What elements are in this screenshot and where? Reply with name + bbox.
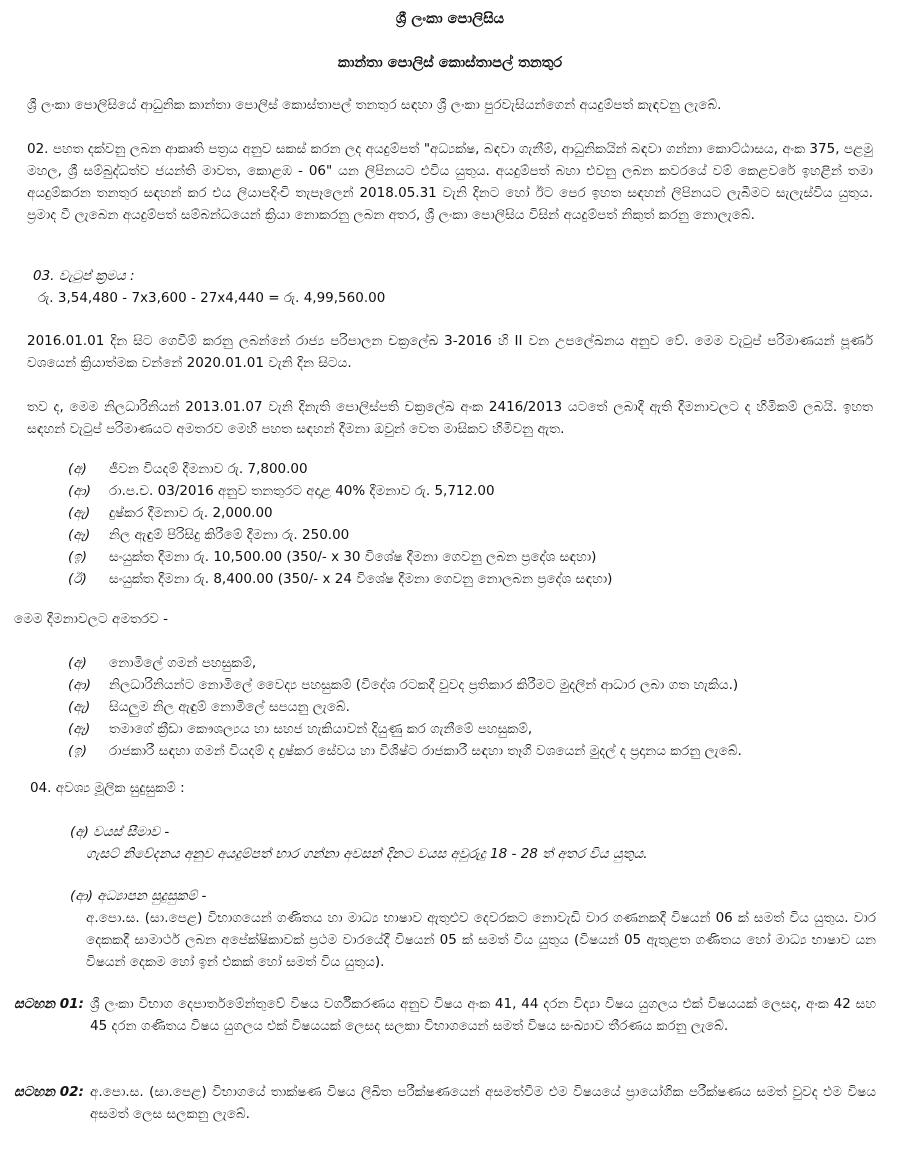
list-marker: (ඉ) [68, 549, 87, 565]
list-marker: (ඇ) [68, 505, 91, 521]
salary-paragraph-2: තව ද, මෙම නිලධාරිනියන් 2013.01.07 වැනි දිනැති පොලිස්පති චක්‍රලේඛ අංක 2416/2013 යටතේ ලබාදී ඇති දීමනාවලට ද හිමිකම් ලබයි. ඉහත සඳහන් වැටුප් පරිමාණයට අමතරව මෙහි පහත සඳහන් දීමනා ඔවුන් වෙත මාසිකව හිමිවනු ඇත. [27, 399, 873, 437]
list-item [60, 458, 612, 480]
note-label: සටහන 01: [14, 996, 84, 1012]
list-item [60, 674, 742, 696]
list-item-text: නිලධාරිනියන්ට නොමිලේ වෛද්‍ය පහසුකම් (විදේශ රටකදී වුවද ප්‍රතිකාර කිරීමට මුදලින් ආධාර ලබා ගත හැකිය.) [109, 677, 739, 693]
list-marker: (ඊ) [68, 571, 87, 587]
list-marker: (ඈ) [68, 527, 91, 543]
list-item [60, 502, 612, 524]
note-label: සටහන 02: [14, 1084, 84, 1100]
list-marker: (ආ) [68, 677, 91, 693]
list-item-text: සංයුක්ත දීමනා රු. 10,500.00 (350/- x 30 විශේෂ දීමනා ගෙවනු ලබන ප්‍රදේශ සඳහා) [109, 549, 597, 565]
allowances-list [60, 458, 612, 590]
section-03-heading: 03. වැටුප් ක්‍රමය : [33, 268, 135, 284]
list-item [60, 696, 742, 718]
list-item-text: සංයුක්ත දීමනා රු. 8,400.00 (350/- x 24 විශේෂ දීමනා ගෙවනු නොලබන ප්‍රදේශ සඳහා) [109, 571, 613, 587]
list-item-text: රාජකාරී සඳහා ගමන් වියදම් ද දුෂ්කර සේවය හා විශිෂ්ට රාජකාරී සඳහා තෑගි වශයෙන් මුදල් ද ප්‍රදානය කරනු ලැබේ. [109, 743, 742, 759]
note-text: අ.පො.ස. (සා.පෙළ) විභාගයේ තාක්ෂණ විෂය ලිඛිත පරීක්ෂණයෙන් අසමත්වීම එම විෂයයේ ප්‍රායෝගික පරීක්ෂණය සමත් වුවද එම විෂය අසමත් ලෙස සලකනු ලැබේ. [90, 1084, 876, 1122]
list-item-text: තමාගේ ක්‍රීඩා කෞශල්‍යය හා සහජ හැකියාවන් දියුණු කර ගැනීමේ පහසුකම්, [109, 721, 533, 737]
page-title: ශ්‍රී ලංකා පොලිසිය [395, 11, 505, 27]
list-marker: (අ) [68, 461, 87, 477]
age-limit-label: (අ) වයස් සීමාව - [70, 824, 170, 840]
list-item-text: සියලුම නිල ඇඳුම් නොමිලේ සපයනු ලැබේ. [109, 699, 350, 715]
list-item [60, 568, 612, 590]
list-item-text: දුෂ්කර දීමනාව රු. 2,000.00 [109, 505, 273, 521]
additional-benefits-list [60, 652, 742, 762]
note-1 [14, 993, 876, 1037]
list-item [60, 740, 742, 762]
salary-scale: රු. 3,54,480 - 7x3,600 - 27x4,440 = රු. 4,99,560.00 [38, 290, 386, 306]
list-marker: (ඇ) [68, 699, 91, 715]
section-02-paragraph: 02. පහත දක්වනු ලබන ආකෘති පත්‍රය අනුව සකස් කරන ලද අයදුම්පත් "අධ්‍යක්ෂ, බඳවා ගැනීම්, ආධුනිකයින් බඳවා ගන්නා කොට්ඨාසය, අංක 375, පළමු මහල, ශ්‍රී සම්බුද්ධත්ව ජයන්ති මාවත, කොළඹ - 06" යන ලිපිනයට එවිය යුතුය. අයදුම්පත් බහා එවනු ලබන කවරයේ වම් කෙළවරේ ඉහළින් තමා අයදුම්කරන තනතුර සඳහන් කර එය ලියාපදිංචි තැපෑලෙන් 2018.05.31 වැනි දිනට හෝ ඊට පෙර ඉහත සඳහන් ලිපිනයට ලැබීමට සැලැස්විය යුතුය. ප්‍රමාද වී ලැබෙන අයදුම්පත් සම්බන්ධයෙන් ක්‍රියා නොකරනු ලබන අතර, ශ්‍රී ලංකා පොලිසිය විසින් අයදුම්පත් නිකුත් කරනු නොලැබේ. [27, 141, 873, 223]
list-item [60, 718, 742, 740]
list-marker: (ආ) [68, 483, 91, 499]
list-item-text: ජීවන වියදම් දීමනාව රු. 7,800.00 [109, 461, 308, 477]
intro-paragraph: ශ්‍රී ලංකා පොලිසියේ ආධුනික කාන්තා පොලිස් කොස්තාපල් තනතුර සඳහා ශ්‍රී ලංකා පුරවැසියන්ගෙන් අයදුම්පත් කැඳවනු ලැබේ. [27, 97, 722, 113]
list-item-text: නිල ඇඳුම් පිරිසිදු කිරීමේ දීමනා රු. 250.00 [109, 527, 350, 543]
education-text: අ.පො.ස. (සා.පෙළ) විභාගයෙන් ගණිතය හා මාධ්‍ය භාෂාව ඇතුළුව දෙවරකට නොවැඩි වාර ගණනකදී විෂයන් 06 ක් සමත් විය යුතුය. වාර දෙකකදී සාමාර්ථ ලබන අපේක්ෂිකාවක් ප්‍රථම වාරයේදී විෂයන් 05 ක් සමත් විය යුතුය (විෂයන් 05 ඇතුළත ගණිතය හෝ මාධ්‍ය භාෂාව යන විෂයන් දෙකම හෝ ඉන් එකක් හෝ සමත් විය යුතුය). [86, 910, 876, 970]
section-04-heading: 04. අවශ්‍ය මූලික සුදුසුකම් : [30, 780, 185, 796]
list-item [60, 546, 612, 568]
salary-paragraph-1: 2016.01.01 දින සිට ගෙවීම් කරනු ලබන්නේ රාජ්‍ය පරිපාලන චක්‍රලේඛ 3-2016 හි II වන උපලේඛනය අනුව වේ. මෙම වැටුප් පරිමාණයන් පූර්ණ වශයෙන් ක්‍රියාත්මක වන්නේ 2020.01.01 වැනි දින සිටය. [27, 333, 873, 371]
list-marker: (අ) [68, 655, 87, 671]
education-label: (ආ) අධ්‍යාපන සුදුසුකම් - [70, 888, 207, 904]
list-marker: (ඉ) [68, 743, 87, 759]
list-item [60, 480, 612, 502]
note-text: ශ්‍රී ලංකා විභාග දෙපාර්තමේන්තුවේ විෂය වර්ගීකරණය අනුව විෂය අංක 41, 44 දරන විද්‍යා විෂය යුගලය එක් විෂයයක් ලෙසද, අංක 42 සහ 45 දරන ගණිතය විෂය යුගලය එක් විෂයයක් ලෙසද සලකා විභාගයෙන් සමත් විෂය සංඛ්‍යාව තීරණය කරනු ලැබේ. [90, 996, 876, 1034]
page-subtitle: කාන්තා පොලිස් කොස්තාපල් තනතුර [337, 55, 563, 71]
list-item [60, 652, 742, 674]
additional-benefits-heading: මෙම දීමනාවලට අමතරව - [14, 611, 169, 627]
list-marker: (ඈ) [68, 721, 91, 737]
list-item-text: රා.ප.ච. 03/2016 අනුව තනතුරට අදාළ 40% දීමනාව රු. 5,712.00 [109, 483, 495, 499]
age-limit-text: ගැසට් නිවේදනය අනුව අයදුම්පත් භාර ගන්නා අවසන් දිනට වයස අවුරුදු 18 - 28 ත් අතර විය යුතුය. [86, 846, 648, 862]
list-item-text: නොමිලේ ගමන් පහසුකම්, [109, 655, 257, 671]
note-2 [14, 1081, 876, 1125]
list-item [60, 524, 612, 546]
